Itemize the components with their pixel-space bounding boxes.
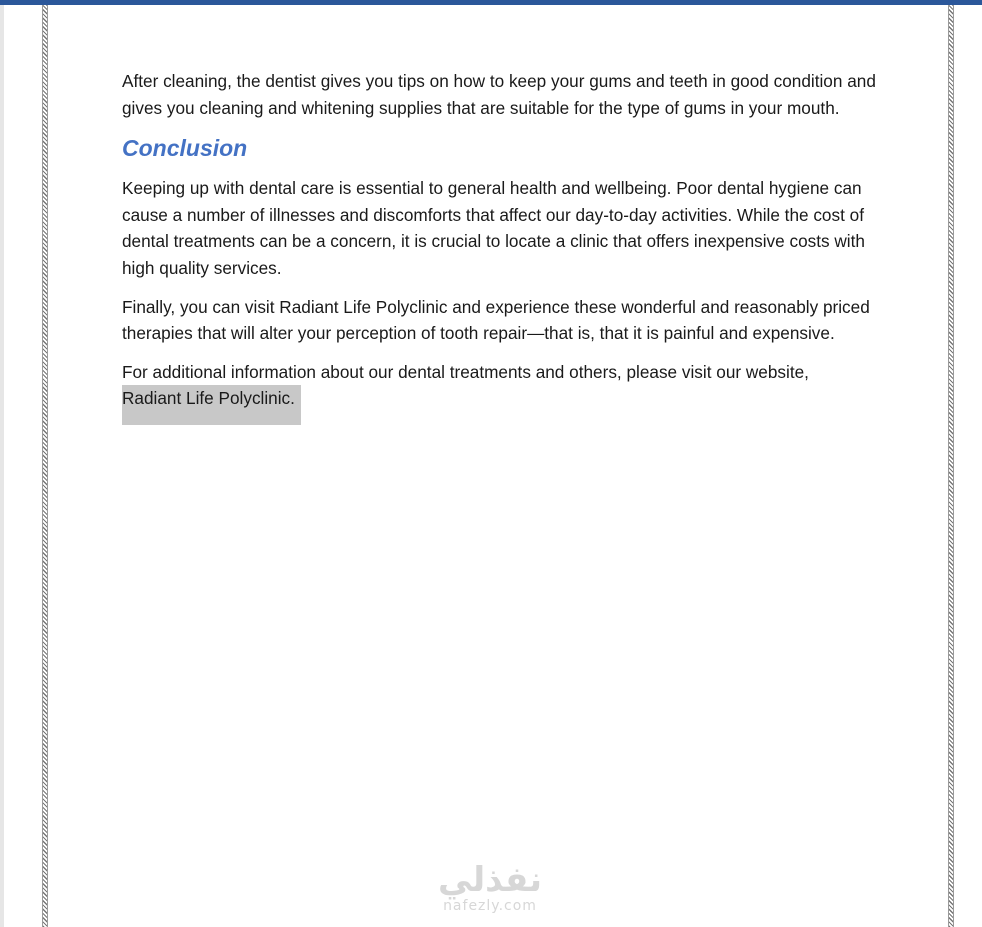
left-gutter (0, 5, 4, 927)
selected-text-clinic-name[interactable]: Radiant Life Polyclinic. (122, 385, 301, 425)
paragraph-visit-clinic: Finally, you can visit Radiant Life Polyclinic and experience these wonderful and reasonably priced therapies that will alter your perception of tooth repair—that is, that it is painful and expensive. (122, 296, 870, 344)
heading-conclusion: Conclusion (122, 135, 248, 162)
watermark (420, 862, 560, 914)
paragraph-additional-info (122, 359, 882, 425)
paragraph-cleaning-tips: After cleaning, the dentist gives you tips on how to keep your gums and teeth in good condition and gives you cleaning and whitening supplies that are suitable for the type of gums in your mouth. (122, 71, 876, 118)
window-accent-bar (0, 0, 982, 5)
additional-info-text: For additional information about our dental treatments and others, please visit our website, (122, 361, 809, 382)
watermark-url: nafezly.com (443, 898, 537, 914)
paragraph-dental-care: Keeping up with dental care is essential to general health and wellbeing. Poor dental hygiene can cause a number of illnesses and discomforts that affect our day-to-day activities. While the cost of dental treatments can be a concern, it is crucial to locate a clinic that offers inexpensive costs with high quality services. (122, 178, 865, 278)
document-body[interactable] (122, 68, 882, 437)
watermark-logo: نفذلي (437, 860, 543, 900)
page-border-right (948, 5, 954, 927)
page-border-left (42, 5, 48, 927)
